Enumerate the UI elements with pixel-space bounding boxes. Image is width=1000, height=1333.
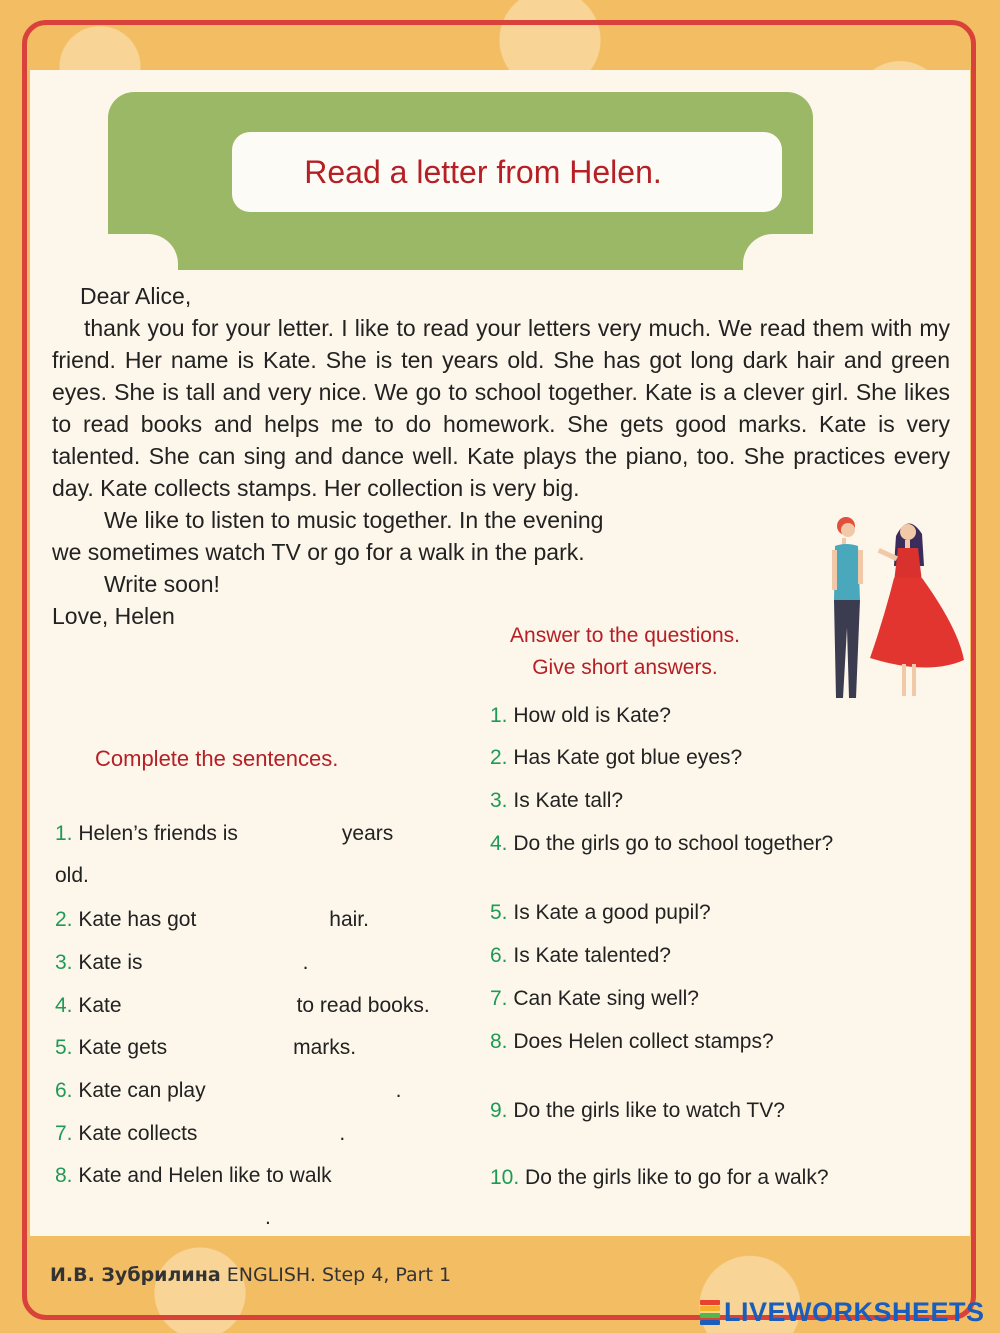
question-item xyxy=(490,704,671,728)
sentence-start: Helen’s friends is xyxy=(78,822,238,845)
sentence-item xyxy=(55,951,308,975)
questions-heading-line1: Answer to the questions. xyxy=(510,624,740,647)
question-number: 2. xyxy=(490,746,508,769)
sentence-number: 1. xyxy=(55,822,73,845)
sentence-number: 8. xyxy=(55,1164,73,1187)
letter-para2-line2: we sometimes watch TV or go for a walk in the park. xyxy=(52,539,585,565)
letter-body: thank you for your letter. I like to read your letters very much. We read them with my friend. Her name is Kate. She is ten years old. She has got long dark hair and green eyes. She is tall and very nice. We go to school together. Kate is a clever girl. She likes to read books and helps me to do homework. She gets good marks. Kate is very talented. She can sing and dance well. Kate plays the piano, too. She practices every day. Kate collects stamps. Her collection is very big. xyxy=(52,315,950,501)
sentence-item xyxy=(55,1036,356,1060)
sentence-end: . xyxy=(395,1079,402,1102)
question-item xyxy=(490,1166,829,1190)
questions-heading xyxy=(455,620,795,684)
question-item xyxy=(490,832,833,856)
letter-closing: Write soon! xyxy=(104,571,220,597)
sentence-item xyxy=(55,1122,345,1146)
sentence-start: Kate has got xyxy=(78,908,197,931)
sentence-end: marks. xyxy=(293,1036,357,1059)
question-number: 6. xyxy=(490,944,508,967)
sentence-start: Kate is xyxy=(78,951,143,974)
question-text: Is Kate tall? xyxy=(513,789,624,812)
sentence-end: to read books. xyxy=(296,994,430,1017)
sentence-start: Kate collects xyxy=(78,1122,198,1145)
question-number: 1. xyxy=(490,704,508,727)
title-box xyxy=(232,132,782,212)
sentence-number: 7. xyxy=(55,1122,73,1145)
sentence-start: Kate gets xyxy=(78,1036,168,1059)
sentence-end: hair. xyxy=(329,908,369,931)
sentence-number: 3. xyxy=(55,951,73,974)
sentence-number: 2. xyxy=(55,908,73,931)
sentence-end: years xyxy=(341,822,394,845)
question-text: Do the girls like to watch TV? xyxy=(513,1099,785,1122)
footer-book: ENGLISH. Step 4, Part 1 xyxy=(226,1264,452,1286)
page-title: Read a letter from Helen. xyxy=(304,153,662,190)
sentence-number: 4. xyxy=(55,994,73,1017)
question-item xyxy=(490,987,699,1011)
letter-greeting: Dear Alice, xyxy=(80,283,192,309)
footer-credit xyxy=(50,1264,451,1286)
sentence-end: . xyxy=(339,1122,346,1145)
two-girls-illustration xyxy=(818,508,968,708)
question-item xyxy=(490,789,623,813)
letter-para2-line1: We like to listen to music together. In the evening xyxy=(104,507,604,533)
logo-mark-icon xyxy=(700,1300,720,1326)
question-item xyxy=(490,1099,785,1123)
sentence-end: . xyxy=(302,951,309,974)
liveworksheets-logo[interactable] xyxy=(700,1297,985,1328)
question-number: 4. xyxy=(490,832,508,855)
letter xyxy=(52,280,950,632)
sentence-number: 5. xyxy=(55,1036,73,1059)
footer-author: И.В. Зубрилина xyxy=(50,1264,221,1286)
sentence-item xyxy=(55,994,430,1018)
sentence-start: Kate can play xyxy=(78,1079,206,1102)
question-text: Is Kate talented? xyxy=(513,944,671,967)
questions-heading-line2: Give short answers. xyxy=(532,656,718,679)
question-item xyxy=(490,1030,774,1054)
sentence-number: 6. xyxy=(55,1079,73,1102)
question-text: How old is Kate? xyxy=(513,704,671,727)
sentence-item xyxy=(55,908,369,932)
question-text: Do the girls like to go for a walk? xyxy=(525,1166,829,1189)
logo-text: LIVEWORKSHEETS xyxy=(724,1297,985,1327)
question-number: 8. xyxy=(490,1030,508,1053)
question-number: 9. xyxy=(490,1099,508,1122)
sentence-item xyxy=(55,1079,401,1103)
question-text: Can Kate sing well? xyxy=(513,987,699,1010)
question-text: Does Helen collect stamps? xyxy=(513,1030,774,1053)
sentence-start: Kate xyxy=(78,994,122,1017)
question-number: 7. xyxy=(490,987,508,1010)
complete-heading: Complete the sentences. xyxy=(95,746,339,771)
question-item xyxy=(490,746,742,770)
question-text: Do the girls go to school together? xyxy=(513,832,834,855)
question-number: 10. xyxy=(490,1166,520,1189)
question-number: 3. xyxy=(490,789,508,812)
question-text: Has Kate got blue eyes? xyxy=(513,746,743,769)
sentence-continuation: old. xyxy=(55,864,89,887)
question-number: 5. xyxy=(490,901,508,924)
sentence-continuation: . xyxy=(265,1206,271,1229)
question-item xyxy=(490,944,671,968)
question-item xyxy=(490,901,711,925)
sentence-item xyxy=(55,1164,332,1188)
sentence-start: Kate and Helen like to walk xyxy=(78,1164,332,1187)
letter-signature: Love, Helen xyxy=(52,603,175,629)
question-text: Is Kate a good pupil? xyxy=(513,901,711,924)
sentence-item xyxy=(55,822,393,846)
